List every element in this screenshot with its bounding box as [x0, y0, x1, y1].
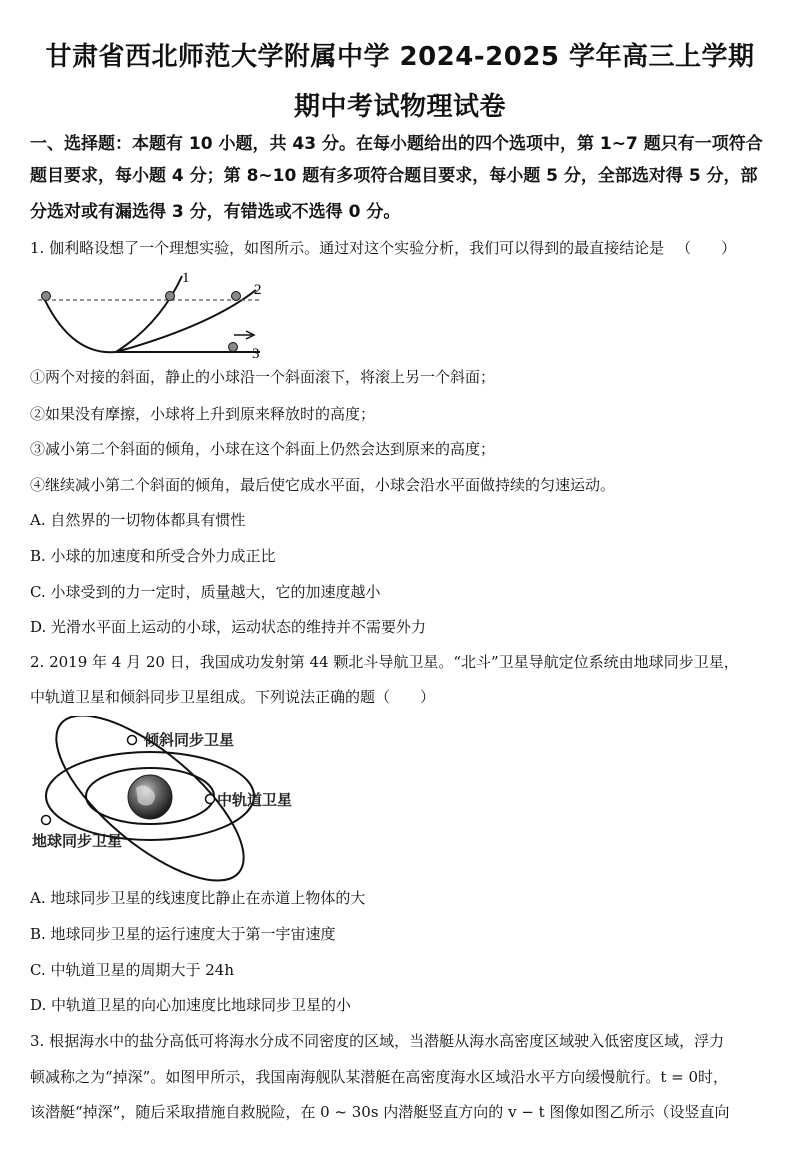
- q1-step-4: ④继续减小第二个斜面的倾角，最后使它成水平面，小球会沿水平面做持续的匀速运动。: [30, 476, 616, 494]
- inclined-satellite-icon: [128, 736, 137, 745]
- q1-step-3: ③减小第二个斜面的倾角，小球在这个斜面上仍然会达到原来的高度；: [30, 440, 496, 458]
- q1-option-c: C. 小球受到的力一定时，质量越大，它的加速度越小: [30, 583, 381, 601]
- q3-line-2: 顿减称之为“掉深”。如图甲所示，我国南海舰队某潜艇在高密度海水区域沿水平方向缓慢航行。t = 0时，: [30, 1068, 729, 1086]
- label-geo-satellite: 地球同步卫星: [32, 832, 123, 850]
- q2-satellite-orbit-figure: [26, 716, 336, 886]
- label-medium-satellite: 中轨道卫星: [217, 791, 293, 809]
- q1-step-1: ①两个对接的斜面，静止的小球沿一个斜面滚下，将滚上另一个斜面；: [30, 368, 496, 386]
- q1-incline-figure: [30, 264, 280, 364]
- ball-start: [42, 292, 51, 301]
- title-line-2: 期中考试物理试卷: [293, 92, 506, 122]
- section-instructions-line-2: 题目要求，每小题 4 分；第 8~10 题有多项符合题目要求，每小题 5 分，全部选对得 5 分，部: [30, 166, 758, 186]
- section-instructions-line-3: 分选对或有漏选得 3 分，有错选或不选得 0 分。: [30, 202, 401, 222]
- section-instructions-line-1: 一、选择题：本题有 10 小题，共 43 分。在每小题给出的四个选项中，第 1~7 题只有一项符合: [30, 134, 763, 154]
- q1-step-2: ②如果没有摩擦，小球将上升到原来释放时的高度；: [30, 405, 376, 423]
- q2-option-c: C. 中轨道卫星的周期大于 24h: [30, 961, 234, 979]
- label-inclined-satellite: 倾斜同步卫星: [144, 731, 235, 749]
- ball-flat-3: [229, 343, 238, 352]
- q1-option-d: D. 光滑水平面上运动的小球，运动状态的维持并不需要外力: [30, 618, 427, 636]
- q1-answer-paren: （ ）: [676, 239, 737, 257]
- geo-satellite-icon: [42, 816, 51, 825]
- q2-stem-line-1: 2. 2019 年 4 月 20 日，我国成功发射第 44 颗北斗导航卫星。“北斗”卫星导航定位系统由地球同步卫星，: [30, 653, 739, 671]
- q1-stem-text: 1. 伽利略设想了一个理想实验，如图所示。通过对这个实验分析，我们可以得到的最直接结论是: [30, 239, 665, 257]
- q1-option-b: B. 小球的加速度和所受合外力成正比: [30, 547, 276, 565]
- q3-line-3: 该潜艇“掉深”，随后采取措施自救脱险，在 0 ~ 30s 内潜艇竖直方向的 v − t 图像如图乙所示（设竖直向: [30, 1103, 730, 1121]
- label-track-2: 2: [254, 282, 262, 298]
- q1-option-a: A. 自然界的一切物体都具有惯性: [30, 511, 246, 529]
- label-track-1: 1: [182, 270, 190, 286]
- ball-incline-1: [166, 292, 175, 301]
- q2-option-d: D. 中轨道卫星的向心加速度比地球同步卫星的小: [30, 996, 352, 1014]
- q1-stem: [30, 238, 772, 258]
- q2-option-a: A. 地球同步卫星的线速度比静止在赤道上物体的大: [30, 889, 366, 907]
- track-steep-1: [116, 276, 182, 352]
- q2-stem-line-2: 中轨道卫星和倾斜同步卫星组成。下列说法正确的题（ ）: [30, 688, 436, 706]
- medium-satellite-icon: [206, 795, 215, 804]
- q3-line-1: 3. 根据海水中的盐分高低可将海水分成不同密度的区域，当潜艇从海水高密度区域驶入低密度区域，浮力: [30, 1032, 725, 1050]
- ball-incline-2: [232, 292, 241, 301]
- title-line-1: 甘肃省西北师范大学附属中学 2024-2025 学年高三上学期: [45, 42, 755, 72]
- q2-option-b: B. 地球同步卫星的运行速度大于第一宇宙速度: [30, 925, 336, 943]
- label-track-3: 3: [252, 346, 260, 362]
